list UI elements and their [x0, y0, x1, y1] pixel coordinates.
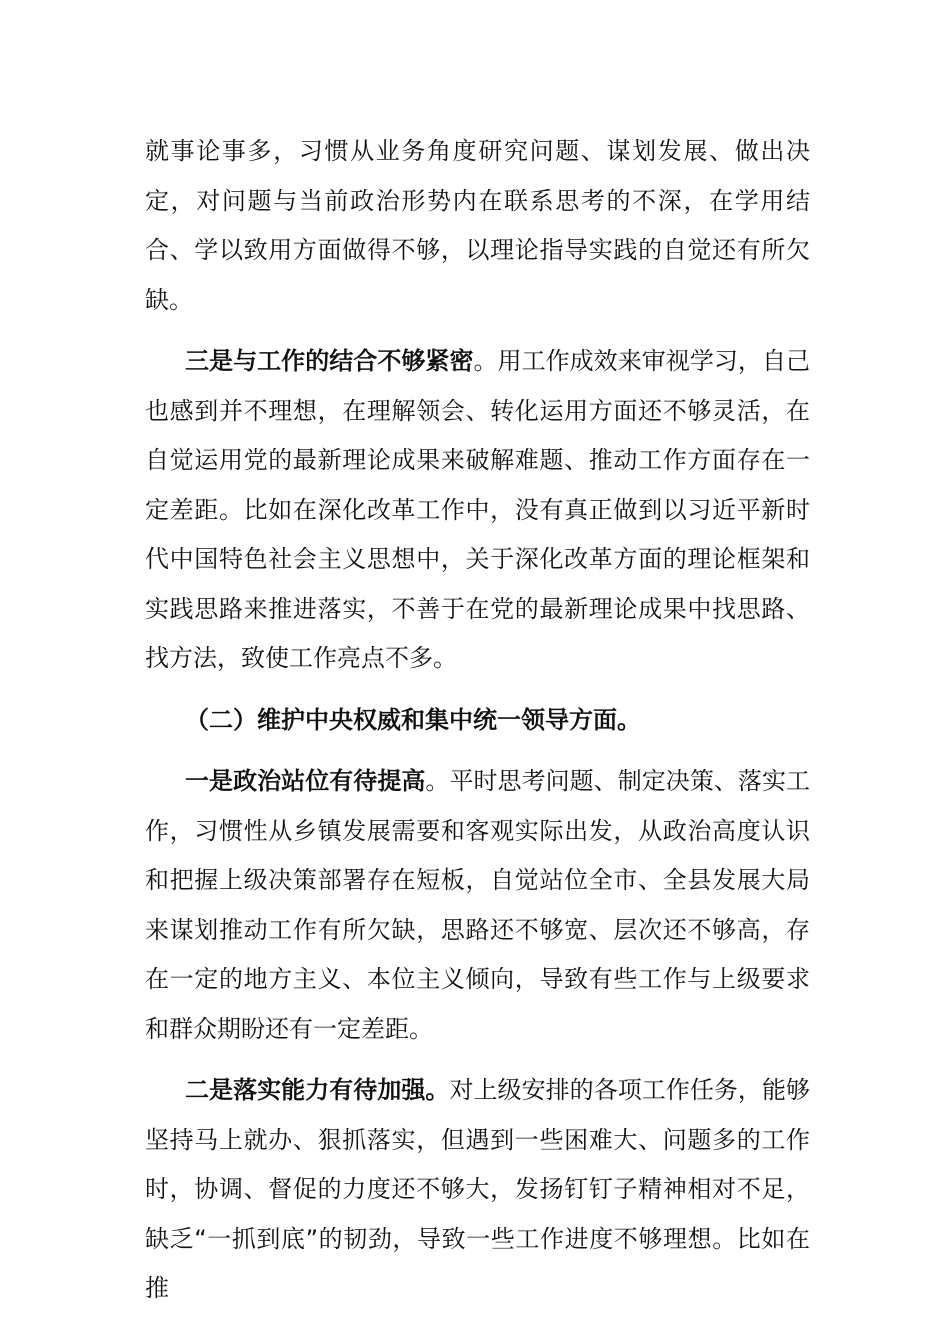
paragraph-3-text: 。平时思考问题、制定决策、落实工作，习惯性从乡镇发展需要和客观实际出发，从政治高度认识和把握上级决策部署存在短板，自觉站位全市、全县发展大局来谋划推动工作有所欠缺，思路还不够宽、层次还不够高，存在一定的地方主义、本位主义倾向，导致有些工作与上级要求和群众期盼还有一定差距。 [145, 767, 811, 1043]
paragraph-1 [145, 127, 810, 325]
paragraph-2-text: 。用工作成效来审视学习，自己也感到并不理想，在理解领会、转化运用方面还不够灵活，在自觉运用党的最新理论成果来破解难题、推动工作方面存在一定差距。比如在深化改革工作中，没有真正做到以习近平新时代中国特色社会主义思想中，关于深化改革方面的理论框架和实践思路来推进落实，不善于在党的最新理论成果中找思路、找方法，致使工作亮点不多。 [145, 347, 811, 672]
paragraph-1-text: 就事论事多，习惯从业务角度研究问题、谋划发展、做出决定，对问题与当前政治形势内在联系思考的不深，在学用结合、学以致用方面做得不够，以理论指导实践的自觉还有所欠缺。 [145, 137, 810, 314]
section-heading: （二）维护中央权威和集中统一领导方面。 [185, 705, 641, 734]
paragraph-3 [145, 757, 810, 1054]
paragraph-4-lead: 二是落实能力有待加强。 [185, 1076, 450, 1104]
paragraph-2-lead: 三是与工作的结合不够紧密 [185, 347, 474, 375]
paragraph-4 [145, 1066, 810, 1314]
document-body [145, 127, 810, 1314]
paragraph-2 [145, 337, 810, 684]
paragraph-3-lead: 一是政治站位有待提高 [185, 767, 426, 795]
paragraph-4-text: 对上级安排的各项工作任务，能够坚持马上就办、狠抓落实，但遇到一些困难大、问题多的工作时，协调、督促的力度还不够大，发扬钉钉子精神相对不足，缺乏“一抓到底”的韧劲，导致一些工作进度不够理想。比如在推 [145, 1076, 811, 1302]
